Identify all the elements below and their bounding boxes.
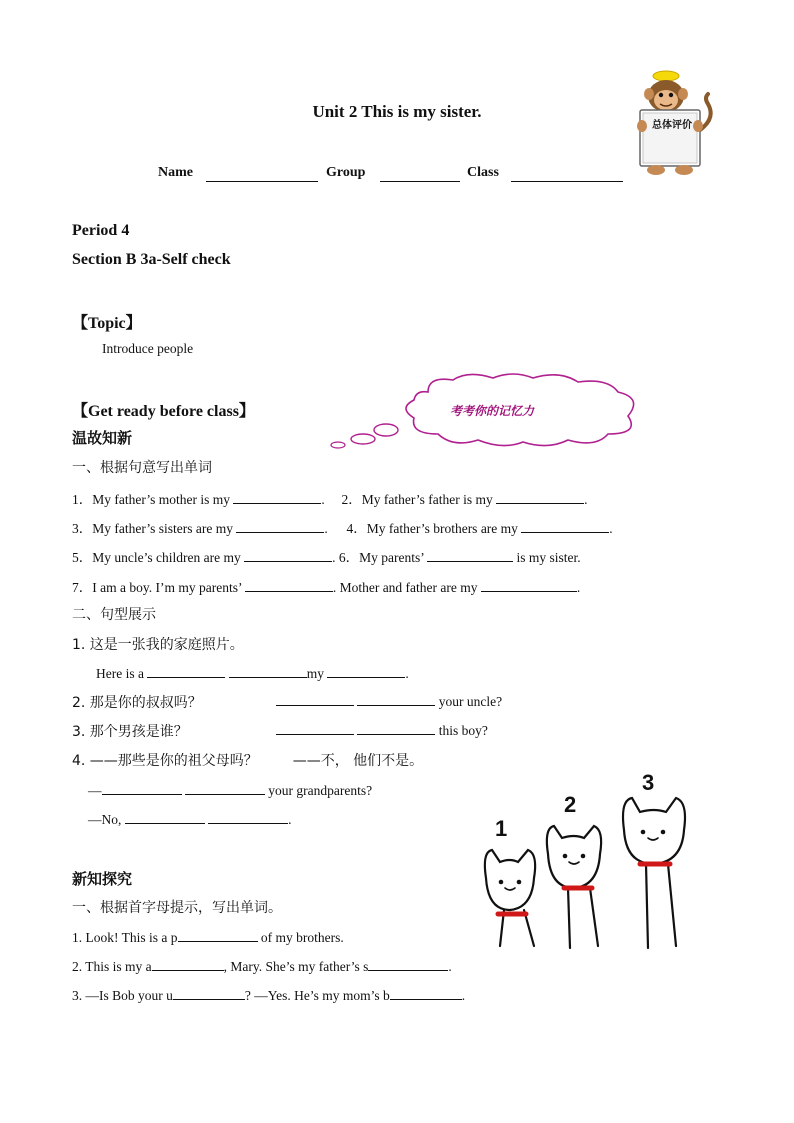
answer-blank[interactable]: [178, 928, 258, 942]
badge-text: 总体评价: [652, 120, 692, 131]
answer-blank[interactable]: [147, 664, 225, 678]
answer-blank[interactable]: [233, 490, 321, 504]
cat-3-icon: [623, 798, 685, 948]
group-field[interactable]: [380, 168, 460, 182]
period-label: Period 4: [72, 222, 130, 239]
question: 2. This is my a , Mary. She’s my father’s s .: [72, 959, 452, 974]
part1-title: 一、根据句意写出单词: [72, 460, 212, 476]
part2-title: 二、句型展示: [72, 607, 156, 623]
page-title: Unit 2 This is my sister.: [312, 102, 482, 121]
answer-blank[interactable]: [496, 490, 584, 504]
cat-2-icon: [547, 826, 601, 948]
question: 1. Look! This is a p of my brothers.: [72, 930, 344, 945]
answer-blank[interactable]: [185, 781, 265, 795]
answer-blank[interactable]: [390, 986, 462, 1000]
new-part1-title: 一、根据首字母提示，写出单词。: [72, 900, 282, 916]
answer-blank[interactable]: [245, 578, 333, 592]
prep-heading: 【Get ready before class】: [72, 403, 255, 420]
answer-blank[interactable]: [236, 519, 324, 533]
sentence-en: Here is a my .: [96, 666, 409, 681]
answer-blank[interactable]: [229, 664, 307, 678]
name-field[interactable]: [206, 168, 318, 182]
answer-blank[interactable]: [152, 957, 224, 971]
sentence-en: — your grandparents?: [88, 783, 373, 798]
answer-blank[interactable]: [276, 692, 354, 706]
answer-blank[interactable]: [208, 810, 288, 824]
sentence-en: this boy?: [276, 721, 488, 739]
sentence-cn: 2. 那是你的叔叔吗？: [72, 695, 202, 711]
sentence-cn: 3. 那个男孩是谁？: [72, 724, 188, 740]
review-heading: 温故知新: [72, 429, 133, 447]
group-label: Group: [326, 165, 366, 180]
name-label: Name: [158, 165, 193, 180]
sentence-en: —No, .: [88, 812, 292, 827]
question: 3．My father’s sisters are my . 4．My father’s brothers are my .: [72, 521, 613, 536]
answer-blank[interactable]: [481, 578, 577, 592]
cloud-text: 考考你的记忆力: [450, 404, 535, 418]
answer-blank[interactable]: [244, 548, 332, 562]
cat-number: 3: [642, 770, 655, 795]
cat-number: 2: [564, 792, 577, 817]
topic-text: Introduce people: [102, 341, 194, 356]
answer-blank[interactable]: [368, 957, 448, 971]
answer-blank[interactable]: [357, 721, 435, 735]
answer-blank[interactable]: [327, 664, 405, 678]
question: 7．I am a boy. I’m my parents’ . Mother and father are my .: [72, 580, 581, 595]
class-label: Class: [467, 165, 499, 180]
answer-blank[interactable]: [427, 548, 513, 562]
question: 3. —Is Bob your u ? —Yes. He’s my mom’s b .: [72, 988, 466, 1003]
answer-blank[interactable]: [102, 781, 182, 795]
answer-blank[interactable]: [173, 986, 245, 1000]
answer-blank[interactable]: [521, 519, 609, 533]
topic-heading: 【Topic】: [72, 315, 142, 332]
class-field[interactable]: [511, 168, 623, 182]
new-heading: 新知探究: [72, 870, 133, 888]
section-label: Section B 3a-Self check: [72, 251, 231, 268]
cat-number: 1: [495, 816, 508, 841]
question: 5．My uncle’s children are my . 6．My parents’ is my sister.: [72, 550, 581, 565]
answer-blank[interactable]: [357, 692, 435, 706]
cats-illustration: [470, 770, 700, 960]
cat-1-icon: [485, 850, 535, 946]
answer-blank[interactable]: [125, 810, 205, 824]
question: 1．My father’s mother is my . 2．My father’s father is my .: [72, 492, 588, 507]
sentence-en: your uncle?: [276, 692, 502, 710]
answer-blank[interactable]: [276, 721, 354, 735]
sentence-cn: 1. 这是一张我的家庭照片。: [72, 637, 244, 653]
sentence-cn: 4. ——那些是你的祖父母吗？ ——不， 他们不是。: [72, 753, 424, 769]
